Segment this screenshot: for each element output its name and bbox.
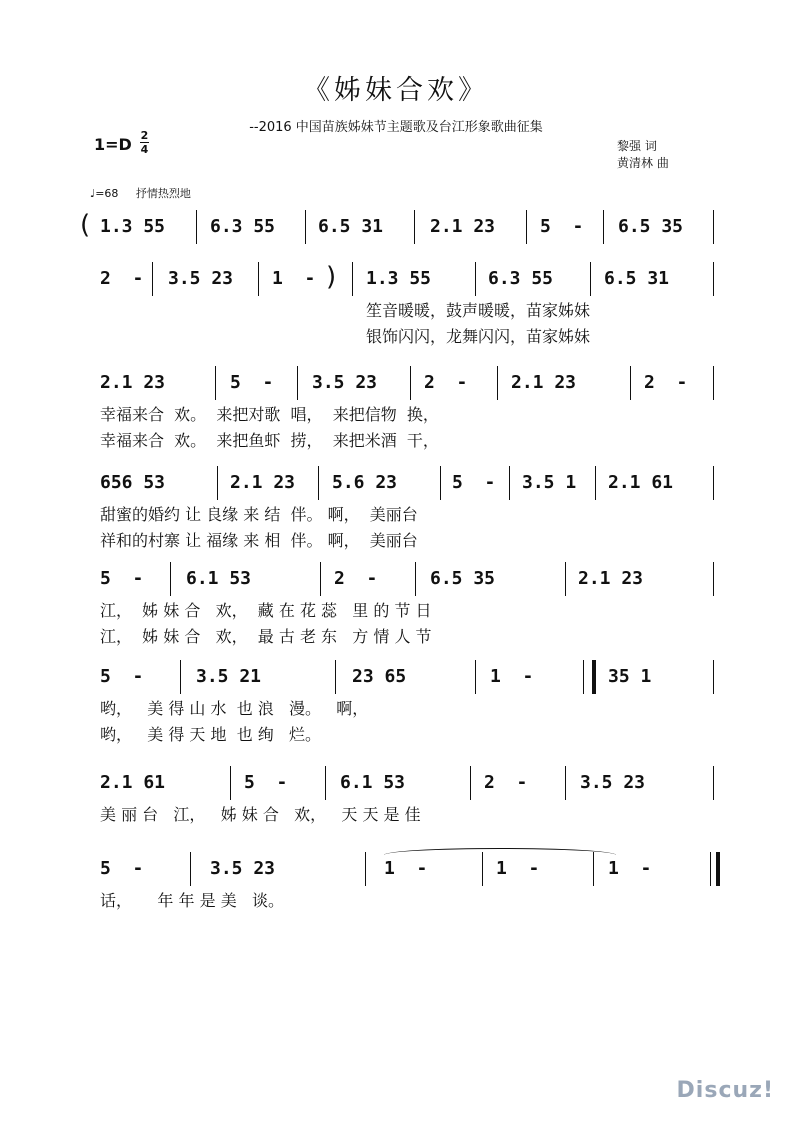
- bar-line: [713, 766, 714, 800]
- measure: 6.3 55: [210, 216, 276, 237]
- song-title: 《姊妹合欢》: [303, 75, 489, 106]
- lyric-line: 银饰闪闪，龙舞闪闪，苗家姊妹: [366, 327, 591, 346]
- measure: 6.5 31: [604, 268, 670, 289]
- key-signature: 1=D: [94, 135, 132, 154]
- measure: 1 -: [608, 858, 652, 879]
- measure: 2.1 61: [100, 772, 166, 793]
- bar-line: [305, 210, 306, 244]
- measure: 1.3 55: [366, 268, 432, 289]
- final-bar: [716, 852, 720, 886]
- bar-line: [230, 766, 231, 800]
- bar-line: [217, 466, 218, 500]
- time-signature-bottom: 4: [140, 143, 149, 156]
- lyric-line: 幸福来合 欢。 来把鱼虾 捞， 来把米酒 干，: [100, 431, 439, 450]
- measure: 5 -: [452, 472, 496, 493]
- lyric-line: 祥和的村寨 让 福缘 来 相 伴。 啊， 美丽台: [100, 531, 418, 550]
- measure: 3.5 23: [312, 372, 378, 393]
- measure: 1.3 55: [100, 216, 166, 237]
- bar-line: [352, 262, 353, 296]
- bar-line: [595, 466, 596, 500]
- notes-row: [0, 766, 792, 800]
- bar-line: [630, 366, 631, 400]
- watermark-logo: Discuz!: [676, 1078, 774, 1103]
- notes-row: [0, 210, 792, 244]
- measure: 2 -: [484, 772, 528, 793]
- measure: 5 -: [100, 858, 144, 879]
- measure: 6.3 55: [488, 268, 554, 289]
- measure: 1 -: [384, 858, 428, 879]
- bar-line: [215, 366, 216, 400]
- bar-line: [440, 466, 441, 500]
- notes-row: [0, 262, 792, 296]
- expression-mark: 抒情热烈地: [135, 187, 191, 200]
- bar-line: [583, 660, 584, 694]
- time-signature-top: 2: [140, 129, 149, 142]
- measure: 2.1 23: [578, 568, 644, 589]
- bar-line: [593, 852, 594, 886]
- bar-line: [713, 210, 714, 244]
- bar-line: [482, 852, 483, 886]
- notes-row: [0, 366, 792, 400]
- measure: 2.1 23: [230, 472, 296, 493]
- measure: 5 -: [230, 372, 274, 393]
- measure: 2 -: [424, 372, 468, 393]
- credits: [617, 138, 669, 172]
- measure: 2.1 61: [608, 472, 674, 493]
- lyric-line: 幸福来合 欢。 来把对歌 唱， 来把信物 换，: [100, 405, 439, 424]
- bar-line: [365, 852, 366, 886]
- bar-line: [190, 852, 191, 886]
- notes-row: [0, 466, 792, 500]
- lyric-line: 笙音暖暖，鼓声暖暖，苗家姊妹: [366, 301, 591, 320]
- measure: 2.1 23: [100, 372, 166, 393]
- measure: 5 -: [244, 772, 288, 793]
- measure: 2 -: [644, 372, 688, 393]
- bar-line: [470, 766, 471, 800]
- bar-line: [590, 262, 591, 296]
- measure: 6.1 53: [186, 568, 252, 589]
- measure: 3.5 21: [196, 666, 262, 687]
- measure: 1 -: [490, 666, 534, 687]
- measure: 6.5 35: [430, 568, 496, 589]
- bar-line: [325, 766, 326, 800]
- bar-line: [414, 210, 415, 244]
- bar-line: [196, 210, 197, 244]
- measure: 6.1 53: [340, 772, 406, 793]
- measure: 35 1: [608, 666, 652, 687]
- lyric-line: 江， 姊 妹 合 欢， 藏 在 花 蕊 里 的 节 日: [100, 601, 432, 620]
- bar-line: [475, 262, 476, 296]
- measure: 2 -: [100, 268, 144, 289]
- lyric-line: 江， 姊 妹 合 欢， 最 古 老 东 方 情 人 节: [100, 627, 432, 646]
- bar-line: [713, 262, 714, 296]
- notes-row: [0, 852, 792, 886]
- measure: 3.5 23: [580, 772, 646, 793]
- measure: 2.1 23: [511, 372, 577, 393]
- bar-line: [509, 466, 510, 500]
- lyric-line: 美 丽 台 江， 姊 妹 合 欢， 天 天 是 佳: [100, 805, 421, 824]
- measure: 1 -: [496, 858, 540, 879]
- repeat-paren-open: (: [80, 210, 91, 240]
- repeat-paren-close: ): [326, 262, 337, 292]
- repeat-bar: [592, 660, 596, 694]
- bar-line: [713, 466, 714, 500]
- bar-line: [258, 262, 259, 296]
- composer: 黄清林 曲: [617, 156, 669, 170]
- measure: 6.5 35: [618, 216, 684, 237]
- tempo: ♩=68: [90, 187, 119, 200]
- bar-line: [180, 660, 181, 694]
- lyric-line: 哟， 美 得 天 地 也 绚 烂。: [100, 725, 322, 744]
- tie-arc: [384, 848, 616, 855]
- bar-line: [603, 210, 604, 244]
- measure: 23 65: [352, 666, 407, 687]
- lyricist: 黎强 词: [617, 139, 657, 153]
- bar-line: [320, 562, 321, 596]
- measure: 6.5 31: [318, 216, 384, 237]
- measure: 2.1 23: [430, 216, 496, 237]
- bar-line: [415, 562, 416, 596]
- measure: 1 -: [272, 268, 316, 289]
- bar-line: [152, 262, 153, 296]
- measure: 5 -: [540, 216, 584, 237]
- lyric-line: 甜蜜的婚约 让 良缘 来 结 伴。 啊， 美丽台: [100, 505, 418, 524]
- measure: 5 -: [100, 568, 144, 589]
- bar-line: [713, 366, 714, 400]
- bar-line: [497, 366, 498, 400]
- bar-line: [565, 562, 566, 596]
- song-subtitle: --2016 中国苗族姊妹节主题歌及台江形象歌曲征集: [249, 120, 543, 135]
- measure: 2 -: [334, 568, 378, 589]
- measure: 3.5 23: [168, 268, 234, 289]
- measure: 3.5 23: [210, 858, 276, 879]
- lyric-line: 话， 年 年 是 美 谈。: [100, 891, 284, 910]
- bar-line: [297, 366, 298, 400]
- bar-line: [475, 660, 476, 694]
- bar-line: [710, 852, 711, 886]
- bar-line: [565, 766, 566, 800]
- time-signature: [140, 130, 149, 155]
- bar-line: [410, 366, 411, 400]
- bar-line: [526, 210, 527, 244]
- measure: 3.5 1: [522, 472, 577, 493]
- measure: 5.6 23: [332, 472, 398, 493]
- notes-row: [0, 562, 792, 596]
- bar-line: [713, 562, 714, 596]
- bar-line: [170, 562, 171, 596]
- lyric-line: 哟， 美 得 山 水 也 浪 漫。 啊，: [100, 699, 369, 718]
- bar-line: [318, 466, 319, 500]
- bar-line: [713, 660, 714, 694]
- measure: 656 53: [100, 472, 166, 493]
- measure: 5 -: [100, 666, 144, 687]
- notes-row: [0, 660, 792, 694]
- bar-line: [335, 660, 336, 694]
- tempo-marking: [90, 185, 191, 201]
